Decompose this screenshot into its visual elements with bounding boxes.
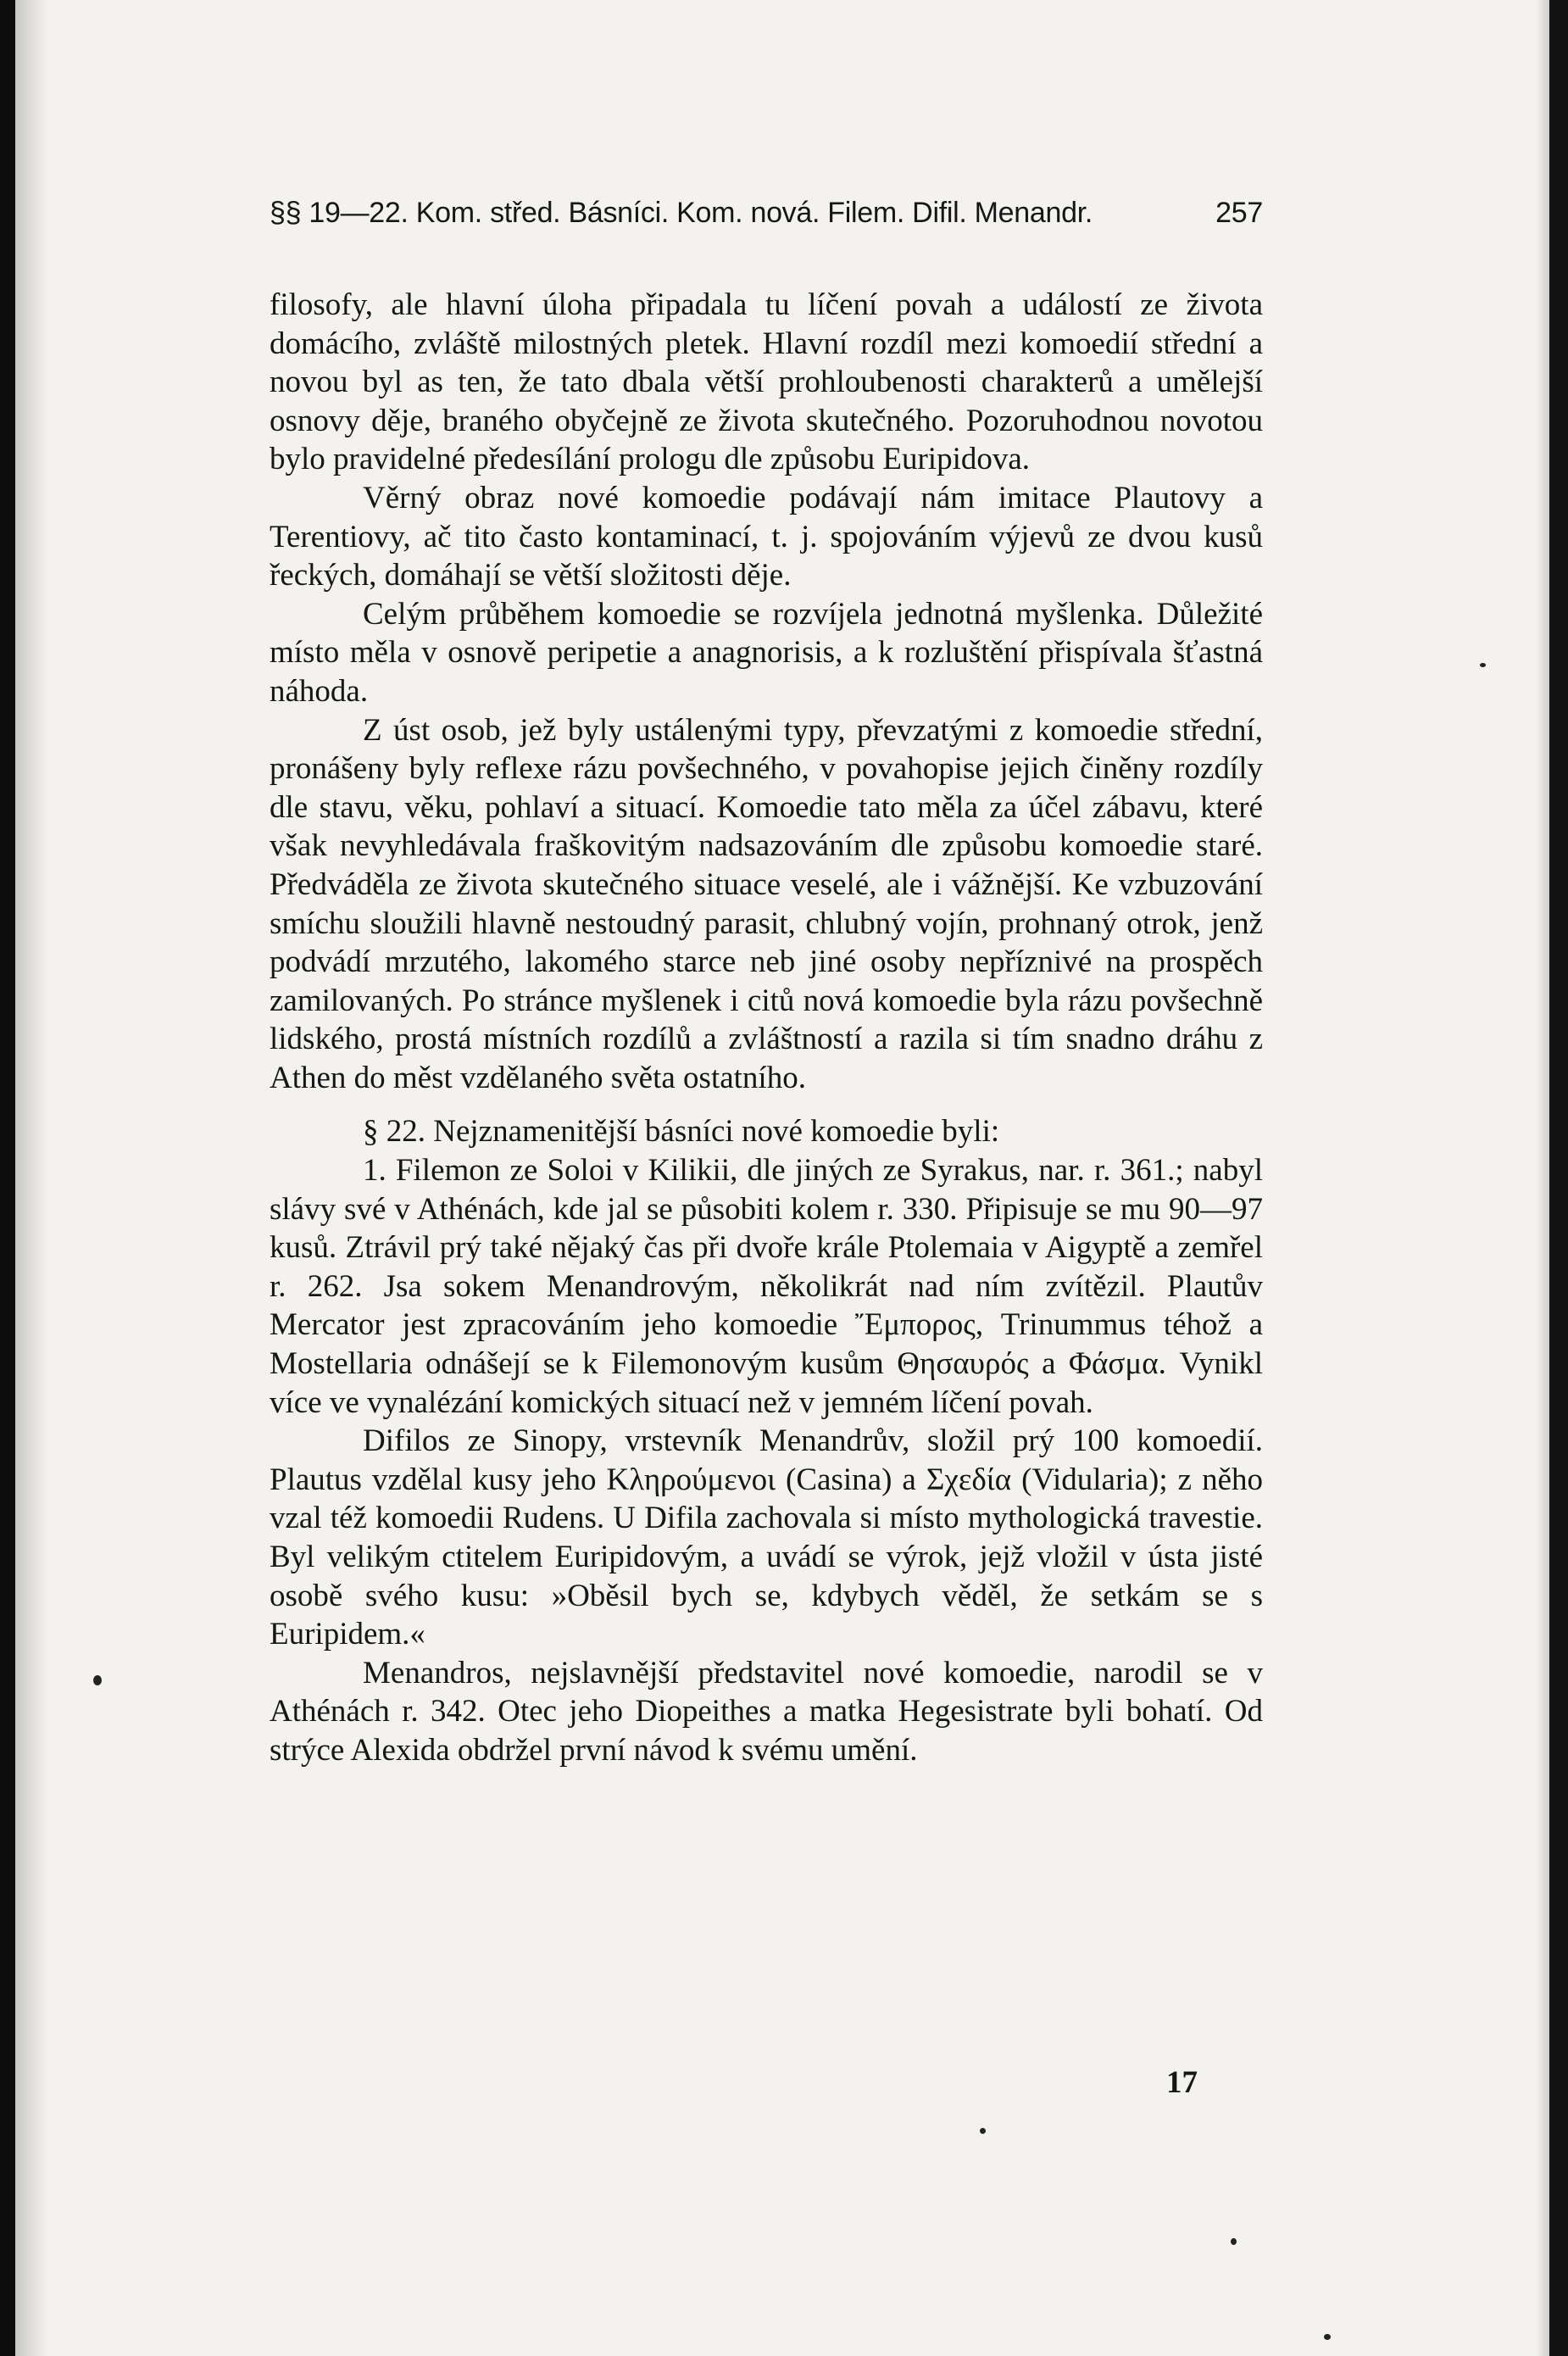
paragraph: 1. Filemon ze Soloi v Kilikii, dle jiných ze Syrakus, nar. r. 361.; nabyl slávy své v Athénách, kde jal se působiti kolem r. 330. Připisuje se mu 90—97 kusů. Ztrávil prý také nějaký čas při dvoře krále Ptolemaia v Aigyptě a zemřel r. 262. Jsa sokem Menandrovým, několikrát nad ním zvítězil. Plautův Mercator jest zpracováním jeho komoedie Ἔμπορος, Trinummus téhož a Mostellaria odnášejí se k Filemonovým kusům Θησαυρός a Φάσμα. Vynikl více ve vynalézání komických situací než v jemném líčení povah.: [270, 1153, 1263, 1420]
body-text: [270, 286, 1263, 1770]
scan-speck: [980, 2128, 986, 2134]
section-heading: § 22. Nejznamenitější básníci nové komoedie byli:: [363, 1114, 1000, 1150]
page-edge-shadow: [1536, 0, 1549, 2356]
book-page: [270, 197, 1263, 1770]
scan-speck: [93, 1675, 102, 1685]
paragraph: Menandros, nejslavnější představitel nové komoedie, narodil se v Athénách r. 342. Otec jeho Diopeithes a matka Hegesistrate byli bohatí. Od strýce Alexida obdržel první návod k svému umění.: [270, 1655, 1263, 1768]
paragraph: filosofy, ale hlavní úloha připadala tu líčení povah a událostí ze života domácího, zvláště milostných pletek. Hlavní rozdíl mezi komoedií střední a novou byl as ten, že tato dbala větší prohloubenosti charakterů a umělejší osnovy děje, braného obyčejně ze života skutečného. Pozoruhodnou novotou bylo pravidelné předesílání prologu dle způsobu Euripidova.: [270, 287, 1263, 477]
page-edge: [1549, 0, 1568, 2356]
scan-speck: [1231, 2238, 1237, 2245]
scan-speck: [1480, 663, 1486, 667]
paragraph: Difilos ze Sinopy, vrstevník Menandrův, složil prý 100 komoedií. Plautus vzdělal kusy jeho Κληρούμενοι (Casina) a Σχεδία (Vidularia); z něho vzal též komoedii Rudens. U Difila zachovala si místo mythologická travestie. Byl velikým ctitelem Euripidovým, a uvádí se výrok, jejž vložil v ústa jisté osobě svého kusu: »Oběsil bych se, kdybych věděl, že setkám se s Euripidem.«: [270, 1423, 1263, 1652]
paragraph: Celým průběhem komoedie se rozvíjela jednotná myšlenka. Důležité místo měla v osnově peripetie a anagnorisis, a k rozluštění přispívala šťastná náhoda.: [270, 596, 1263, 709]
paragraph: Z úst osob, jež byly ustálenými typy, převzatými z komoedie střední, pronášeny byly reflexe rázu povšechného, v povahopise jejich činěny rozdíly dle stavu, věku, pohlaví a situací. Komoedie tato měla za účel zábavu, které však nevyhledávala fraškovitým nadsazováním dle způsobu komoedie staré. Předváděla ze života skutečného situace veselé, ale i vážnější. Ke vzbuzování smíchu sloužili hlavně nestoudný parasit, chlubný vojín, prohnaný otrok, jenž podvádí mrzutého, lakomého starce neb jiné osoby nepříznivé na prospěch zamilovaných. Po stránce myšlenek i citů nová komoedie byla rázu povšechně lidského, prostá místních rozdílů a zvláštností a razila si tím snadno dráhu z Athen do měst vzdělaného světa ostatního.: [270, 712, 1263, 1095]
paragraph: Věrný obraz nové komoedie podávají nám imitace Plautovy a Terentiovy, ač tito často kontaminací, t. j. spojováním výjevů ze dvou kusů řeckých, domáhají se větší složitosti děje.: [270, 480, 1263, 593]
scan-speck: [1324, 2334, 1331, 2340]
running-head-title: §§ 19—22. Kom. střed. Básníci. Kom. nová. Filem. Difil. Menandr.: [270, 197, 1093, 229]
page-number: 17: [1166, 2065, 1198, 2100]
running-head: [270, 197, 1263, 230]
gutter-shadow: [15, 0, 47, 2356]
book-binding-shadow: [0, 0, 15, 2356]
running-head-page-ref: 257: [1215, 197, 1263, 229]
